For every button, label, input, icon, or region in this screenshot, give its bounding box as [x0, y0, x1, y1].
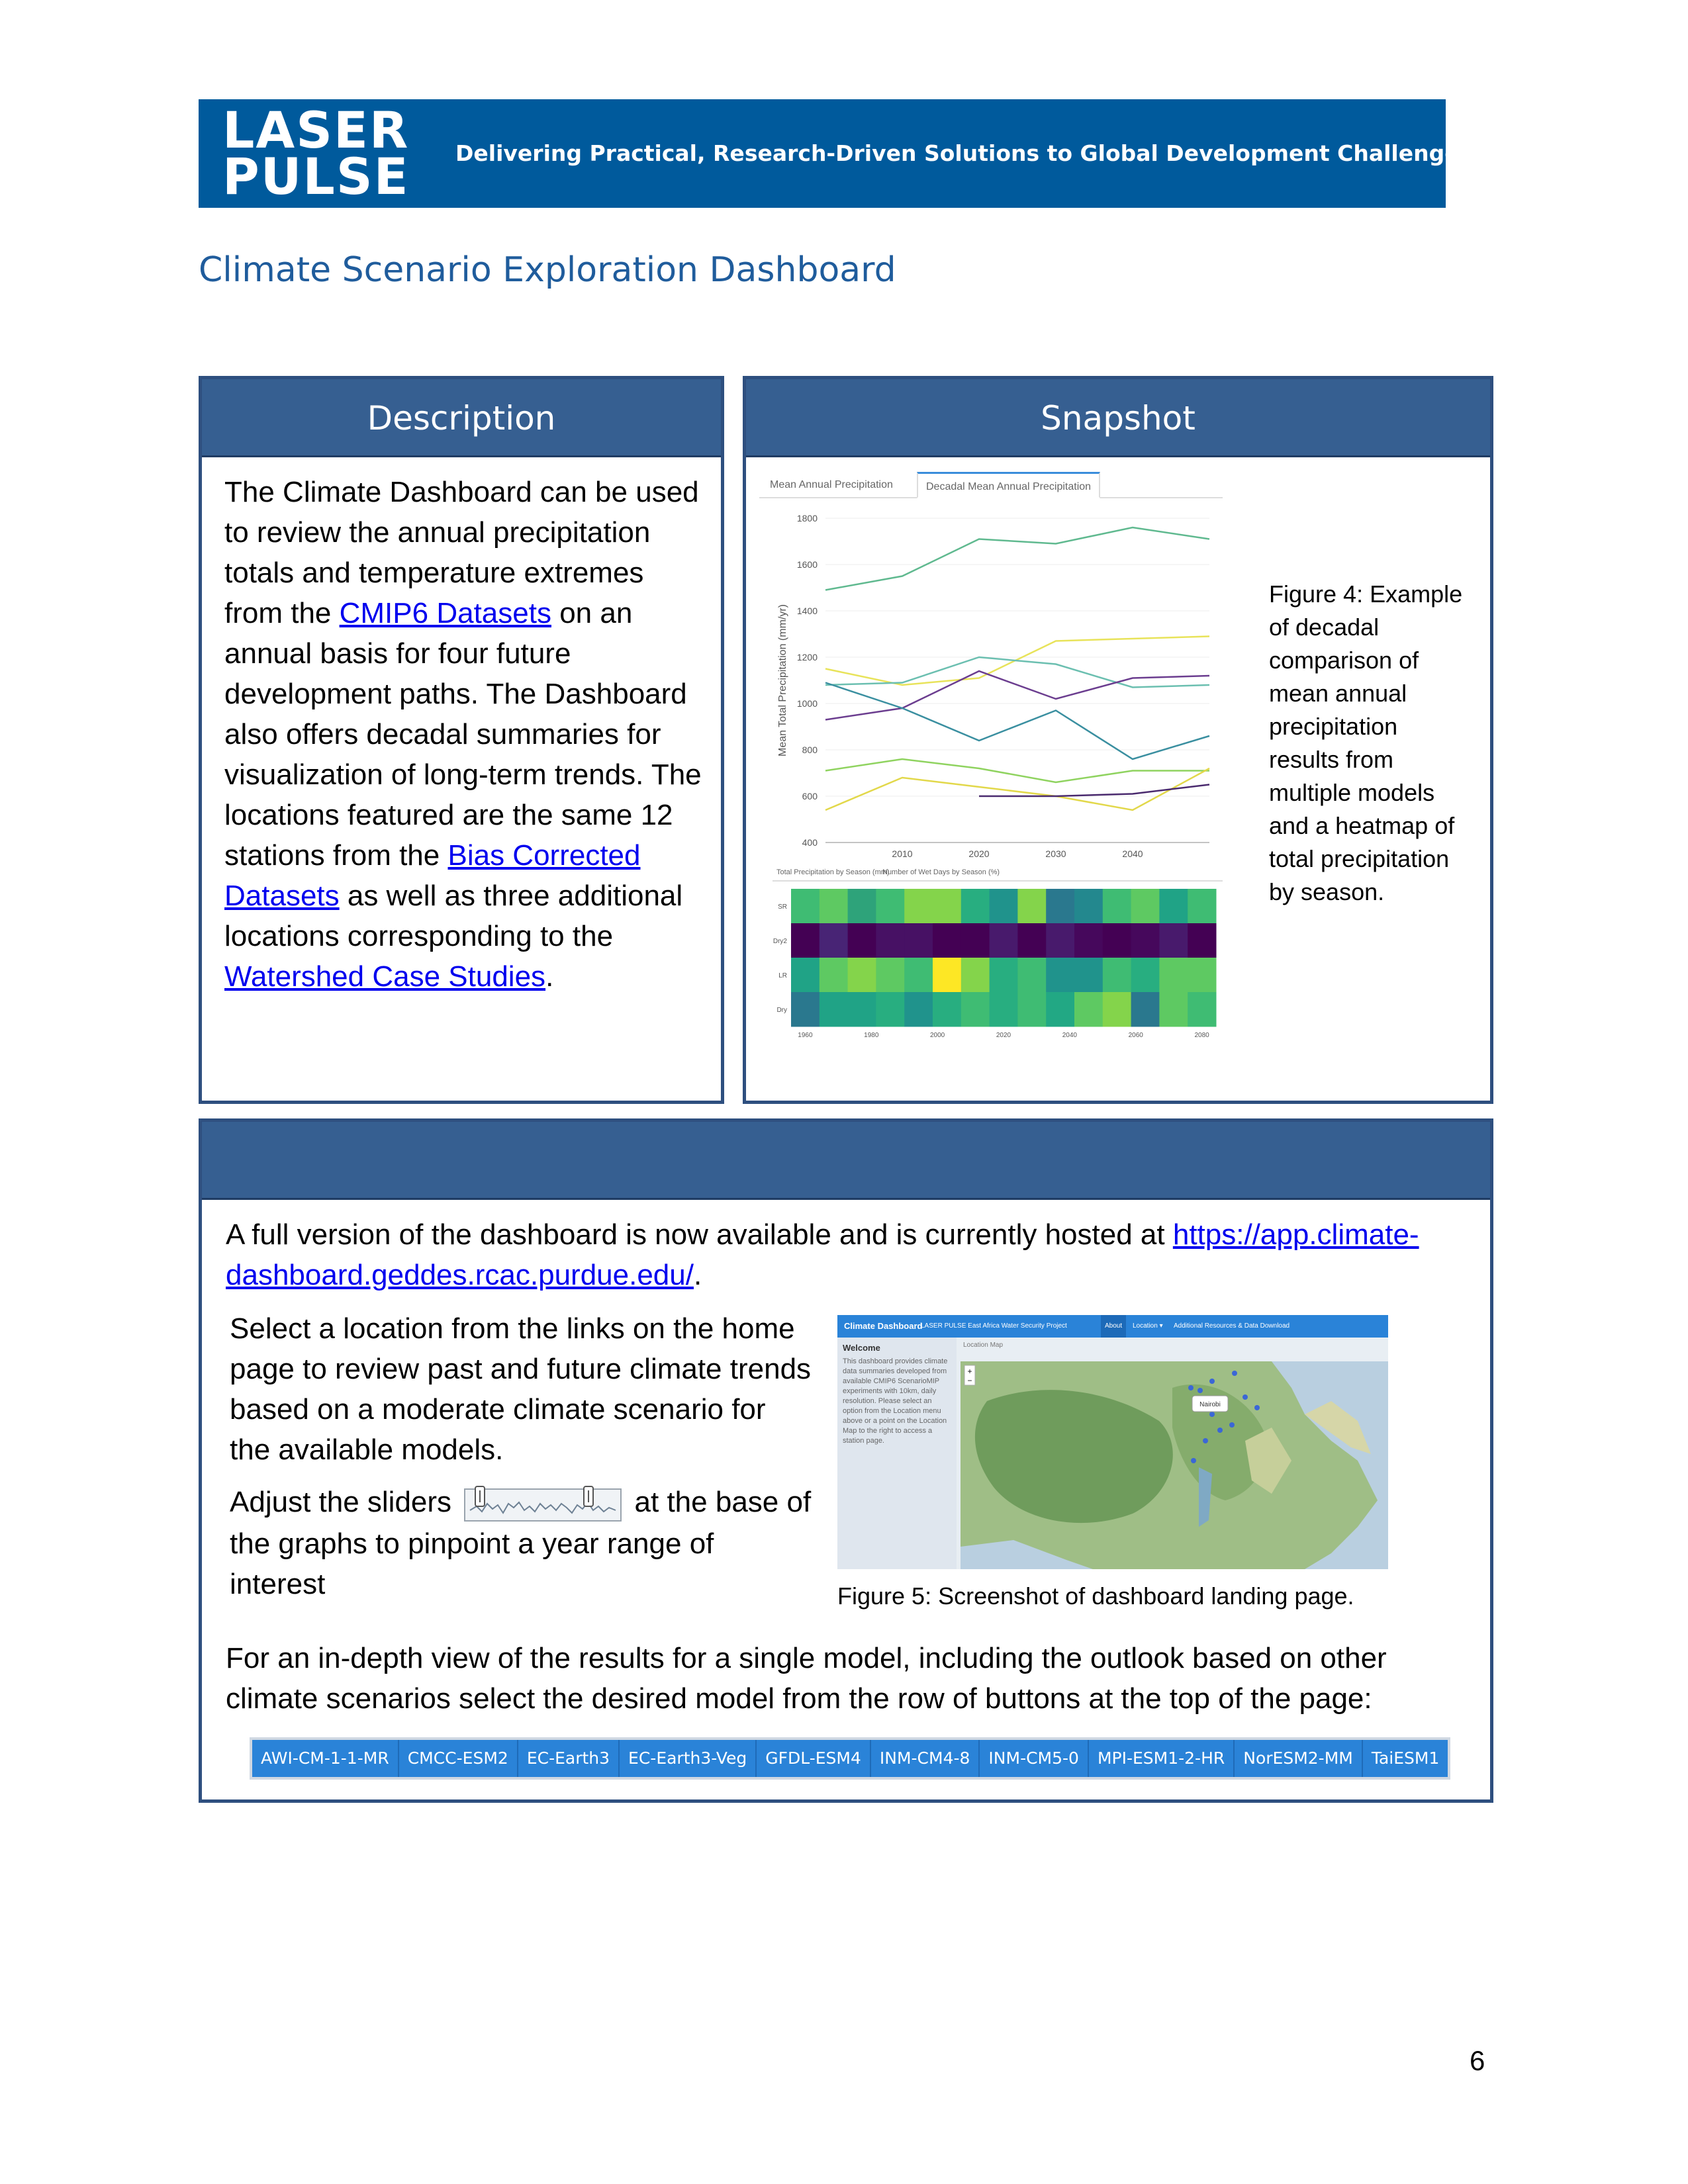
x-tick-label: 2040 [1122, 848, 1143, 859]
model-instructions: For an in-depth view of the results for a single model, including the outlook based on other climate scenarios select the desired model from the row of buttons at the top of the page: [226, 1642, 1387, 1715]
y-tick-label: 1200 [796, 652, 818, 662]
heatmap-cell [990, 992, 1018, 1027]
description-text-4: . [545, 960, 554, 993]
laser-pulse-logo [222, 101, 414, 206]
y-tick-label: 400 [802, 837, 818, 848]
heatmap-cell [876, 889, 904, 924]
heatmap-cell [1046, 958, 1074, 993]
model-button-mpi-esm1-2-hr[interactable]: MPI-ESM1-2-HR [1089, 1740, 1235, 1777]
heatmap-cell [1017, 958, 1046, 993]
heatmap-cell [820, 958, 848, 993]
heatmap-cell [904, 992, 933, 1027]
model-button-row [250, 1737, 1450, 1780]
tab-decadal-mean-annual-precipitation[interactable]: Decadal Mean Annual Precipitation [917, 472, 1100, 498]
heatmap-cell [876, 958, 904, 993]
model-button-inm-cm5-0[interactable]: INM-CM5-0 [980, 1740, 1089, 1777]
screenshot-sidebar [837, 1338, 957, 1569]
screenshot-project: LASER PULSE East Africa Water Security Project [921, 1322, 1067, 1330]
heatmap-cell [1159, 923, 1188, 958]
model-button-taiesm1[interactable]: TaiESM1 [1371, 1749, 1440, 1768]
heatmap-cell [1074, 958, 1103, 993]
tab-total-precipitation-by-season[interactable]: Total Precipitation by Season (mm) [776, 868, 890, 876]
y-tick-label: 1800 [796, 513, 818, 523]
full-version-intro [226, 1214, 1470, 1295]
dashboard-url-link[interactable]: https://app.climate-dashboard.geddes.rcac.purdue.edu/ [226, 1218, 1419, 1291]
tab-wet-days-by-season[interactable]: Number of Wet Days by Season (%) [882, 868, 1000, 876]
y-tick-label: 800 [802, 745, 818, 755]
screenshot-map-popup: Nairobi [1199, 1401, 1221, 1408]
heatmap-cell [990, 923, 1018, 958]
model-button-cmcc-esm2[interactable]: CMCC-ESM2 [399, 1740, 518, 1777]
heatmap-x-tick-label: 1980 [864, 1032, 879, 1039]
heatmap-cell [1074, 992, 1103, 1027]
heatmap-cell [848, 923, 876, 958]
heatmap-cell [1017, 923, 1046, 958]
slider-instructions-a: Adjust the sliders [230, 1486, 452, 1518]
model-button-awi-cm-1-1-mr[interactable]: AWI-CM-1-1-MR [252, 1740, 399, 1777]
svg-text:−: − [967, 1376, 972, 1385]
heatmap-x-tick-label: 2020 [996, 1032, 1011, 1039]
y-tick-label: 1600 [796, 559, 818, 570]
description-panel [199, 376, 724, 1104]
logo-line-1: LASER [222, 101, 410, 159]
dashboard-landing-screenshot [837, 1315, 1388, 1569]
heatmap-row-label: LR [778, 972, 787, 979]
heatmap-cell [904, 923, 933, 958]
heatmap-cell [1103, 992, 1131, 1027]
heatmap-cell [904, 889, 933, 924]
heatmap-cell [876, 923, 904, 958]
heatmap-x-tick-label: 2000 [930, 1032, 945, 1039]
heatmap-cell [848, 992, 876, 1027]
full-version-heading [202, 1122, 1490, 1200]
heatmap-cell [1046, 992, 1074, 1027]
heatmap-cell [1046, 923, 1074, 958]
page-number: 6 [1470, 2045, 1485, 2076]
screenshot-location-map [961, 1361, 1388, 1569]
full-version-panel [199, 1118, 1493, 1803]
screenshot-nav-resources: Additional Resources & Data Download [1174, 1322, 1290, 1330]
series-line-model-6 [825, 759, 1209, 782]
slider-instructions-b: at the base of the graphs to pinpoint a year range of interest [230, 1486, 812, 1601]
heatmap-row-label: Dry [776, 1007, 787, 1014]
heatmap-cell [961, 958, 990, 993]
heatmap-cell [1188, 958, 1216, 993]
screenshot-nav-location: Location ▾ [1133, 1322, 1163, 1330]
heatmap-cell [791, 958, 820, 993]
y-tick-label: 600 [802, 791, 818, 801]
heatmap-cell [1159, 992, 1188, 1027]
model-button-gfdl-esm4[interactable]: GFDL-ESM4 [757, 1740, 871, 1777]
heatmap-tabs [773, 866, 1223, 882]
heatmap-cell [1103, 958, 1131, 993]
banner-tagline: Delivering Practical, Research-Driven Solutions to Global Development Challenges [455, 140, 1473, 166]
heatmap-x-tick-label: 1960 [798, 1032, 813, 1039]
heatmap-cell [791, 992, 820, 1027]
screenshot-app-title: Climate Dashboard [844, 1321, 923, 1331]
screenshot-welcome: Welcome [843, 1343, 880, 1353]
x-tick-label: 2020 [968, 848, 990, 859]
seasonal-precipitation-heatmap [759, 882, 1223, 1054]
description-text-1: The Climate Dashboard can be used to review the annual precipitation totals and temperature extremes from the [224, 476, 699, 629]
location-instructions: Select a location from the links on the home page to review past and future climate trends based on a moderate climate scenario for the available models. [230, 1312, 812, 1466]
heatmap-cell [933, 889, 961, 924]
description-text-2: on an annual basis for four future development paths. The Dashboard also offers decadal summaries for visualization of long-term trends. The locations featured are the same 12 stations from the [224, 597, 702, 872]
description-text [224, 472, 708, 997]
heatmap-cell [820, 889, 848, 924]
heatmap-cell [1074, 923, 1103, 958]
model-button-ec-earth3[interactable]: EC-Earth3 [518, 1740, 620, 1777]
heatmap-cell [933, 992, 961, 1027]
cmip6-datasets-link[interactable]: CMIP6 Datasets [339, 597, 551, 629]
snapshot-dashboard-image [759, 472, 1223, 1054]
description-text-3: as well as three additional locations corresponding to the [224, 880, 683, 952]
y-tick-label: 1400 [796, 606, 818, 616]
y-tick-label: 1000 [796, 698, 818, 709]
full-version-intro-text: A full version of the dashboard is now available and is currently hosted at [226, 1218, 1173, 1251]
heatmap-cell [990, 889, 1018, 924]
heatmap-cell [1131, 923, 1160, 958]
decadal-precipitation-line-chart [759, 498, 1223, 869]
heatmap-cell [1188, 923, 1216, 958]
heatmap-x-tick-label: 2060 [1128, 1032, 1143, 1039]
heatmap-row-label: SR [778, 903, 787, 911]
heatmap-x-tick-label: 2080 [1194, 1032, 1209, 1039]
screenshot-navbar [837, 1315, 1388, 1338]
series-line-model-3 [825, 657, 1209, 688]
heatmap-cell [876, 992, 904, 1027]
snapshot-panel [743, 376, 1493, 1104]
heatmap-cell [1103, 889, 1131, 924]
heatmap-cell [990, 958, 1018, 993]
heatmap-cell [933, 923, 961, 958]
series-line-model-4 [825, 671, 1209, 720]
heatmap-cell [1159, 889, 1188, 924]
heatmap-cell [1188, 992, 1216, 1027]
heatmap-cell [848, 958, 876, 993]
bias-corrected-datasets-link[interactable]: Bias Corrected Datasets [224, 839, 641, 912]
logo-line-2: PULSE [222, 147, 410, 206]
heatmap-cell [904, 958, 933, 993]
heatmap-cell [1017, 992, 1046, 1027]
model-button-noresm2-mm[interactable]: NorESM2-MM [1235, 1740, 1363, 1777]
heatmap-cell [791, 923, 820, 958]
x-tick-label: 2010 [892, 848, 913, 859]
heatmap-row-label: Dry2 [773, 938, 787, 945]
chart-tabs [759, 472, 1223, 498]
screenshot-map-label: Location Map [963, 1342, 1004, 1349]
figure-5-caption: Figure 5: Screenshot of dashboard landing page. [837, 1582, 1354, 1610]
series-line-model-5 [825, 683, 1209, 760]
heatmap-x-tick-label: 2040 [1062, 1032, 1077, 1039]
instructions [230, 1308, 812, 1616]
svg-text:+: + [967, 1367, 972, 1376]
model-button-ec-earth3-veg[interactable]: EC-Earth3-Veg [620, 1740, 757, 1777]
heatmap-cell [1131, 992, 1160, 1027]
series-line-model-1 [825, 527, 1209, 590]
heatmap-cell [791, 889, 820, 924]
snapshot-heading: Snapshot [746, 379, 1490, 457]
slider-instructions [230, 1482, 812, 1604]
header-banner [199, 99, 1473, 208]
y-axis-label: Mean Total Precipitation (mm/yr) [777, 604, 788, 756]
heatmap-cell [1046, 889, 1074, 924]
heatmap-cell [848, 889, 876, 924]
tab-mean-annual-precipitation[interactable]: Mean Annual Precipitation [770, 479, 893, 490]
full-version-intro-end: . [693, 1259, 702, 1291]
heatmap-cell [1131, 958, 1160, 993]
heatmap-cell [1131, 889, 1160, 924]
model-button-inm-cm4-8[interactable]: INM-CM4-8 [871, 1740, 980, 1777]
heatmap-cell [933, 958, 961, 993]
heatmap-cell [961, 923, 990, 958]
range-slider-icon [463, 1484, 622, 1524]
heatmap-cell [1017, 889, 1046, 924]
figure-4-caption: Figure 4: Example of decadal comparison of mean annual precipitation results from multiple models and a heatmap of total precipitation by season. [1269, 580, 1463, 905]
heatmap-cell [1074, 889, 1103, 924]
heatmap-cell [961, 992, 990, 1027]
heatmap-cell [820, 992, 848, 1027]
heatmap-cell [961, 889, 990, 924]
heatmap-cell [1103, 923, 1131, 958]
page-title: Climate Scenario Exploration Dashboard [199, 250, 896, 290]
heatmap-cell [1188, 889, 1216, 924]
description-heading: Description [202, 379, 721, 457]
watershed-case-studies-link[interactable]: Watershed Case Studies [224, 960, 546, 993]
screenshot-welcome-text: This dashboard provides climate data summaries developed from available CMIP6 ScenarioMIP experiments with 10km, daily resolution. Please select an option from the Location menu above or a point on the Location Map to the right to access a station page. [843, 1357, 948, 1445]
screenshot-nav-about: About [1101, 1315, 1126, 1338]
heatmap-cell [820, 923, 848, 958]
heatmap-cell [1159, 958, 1188, 993]
x-tick-label: 2030 [1045, 848, 1066, 859]
